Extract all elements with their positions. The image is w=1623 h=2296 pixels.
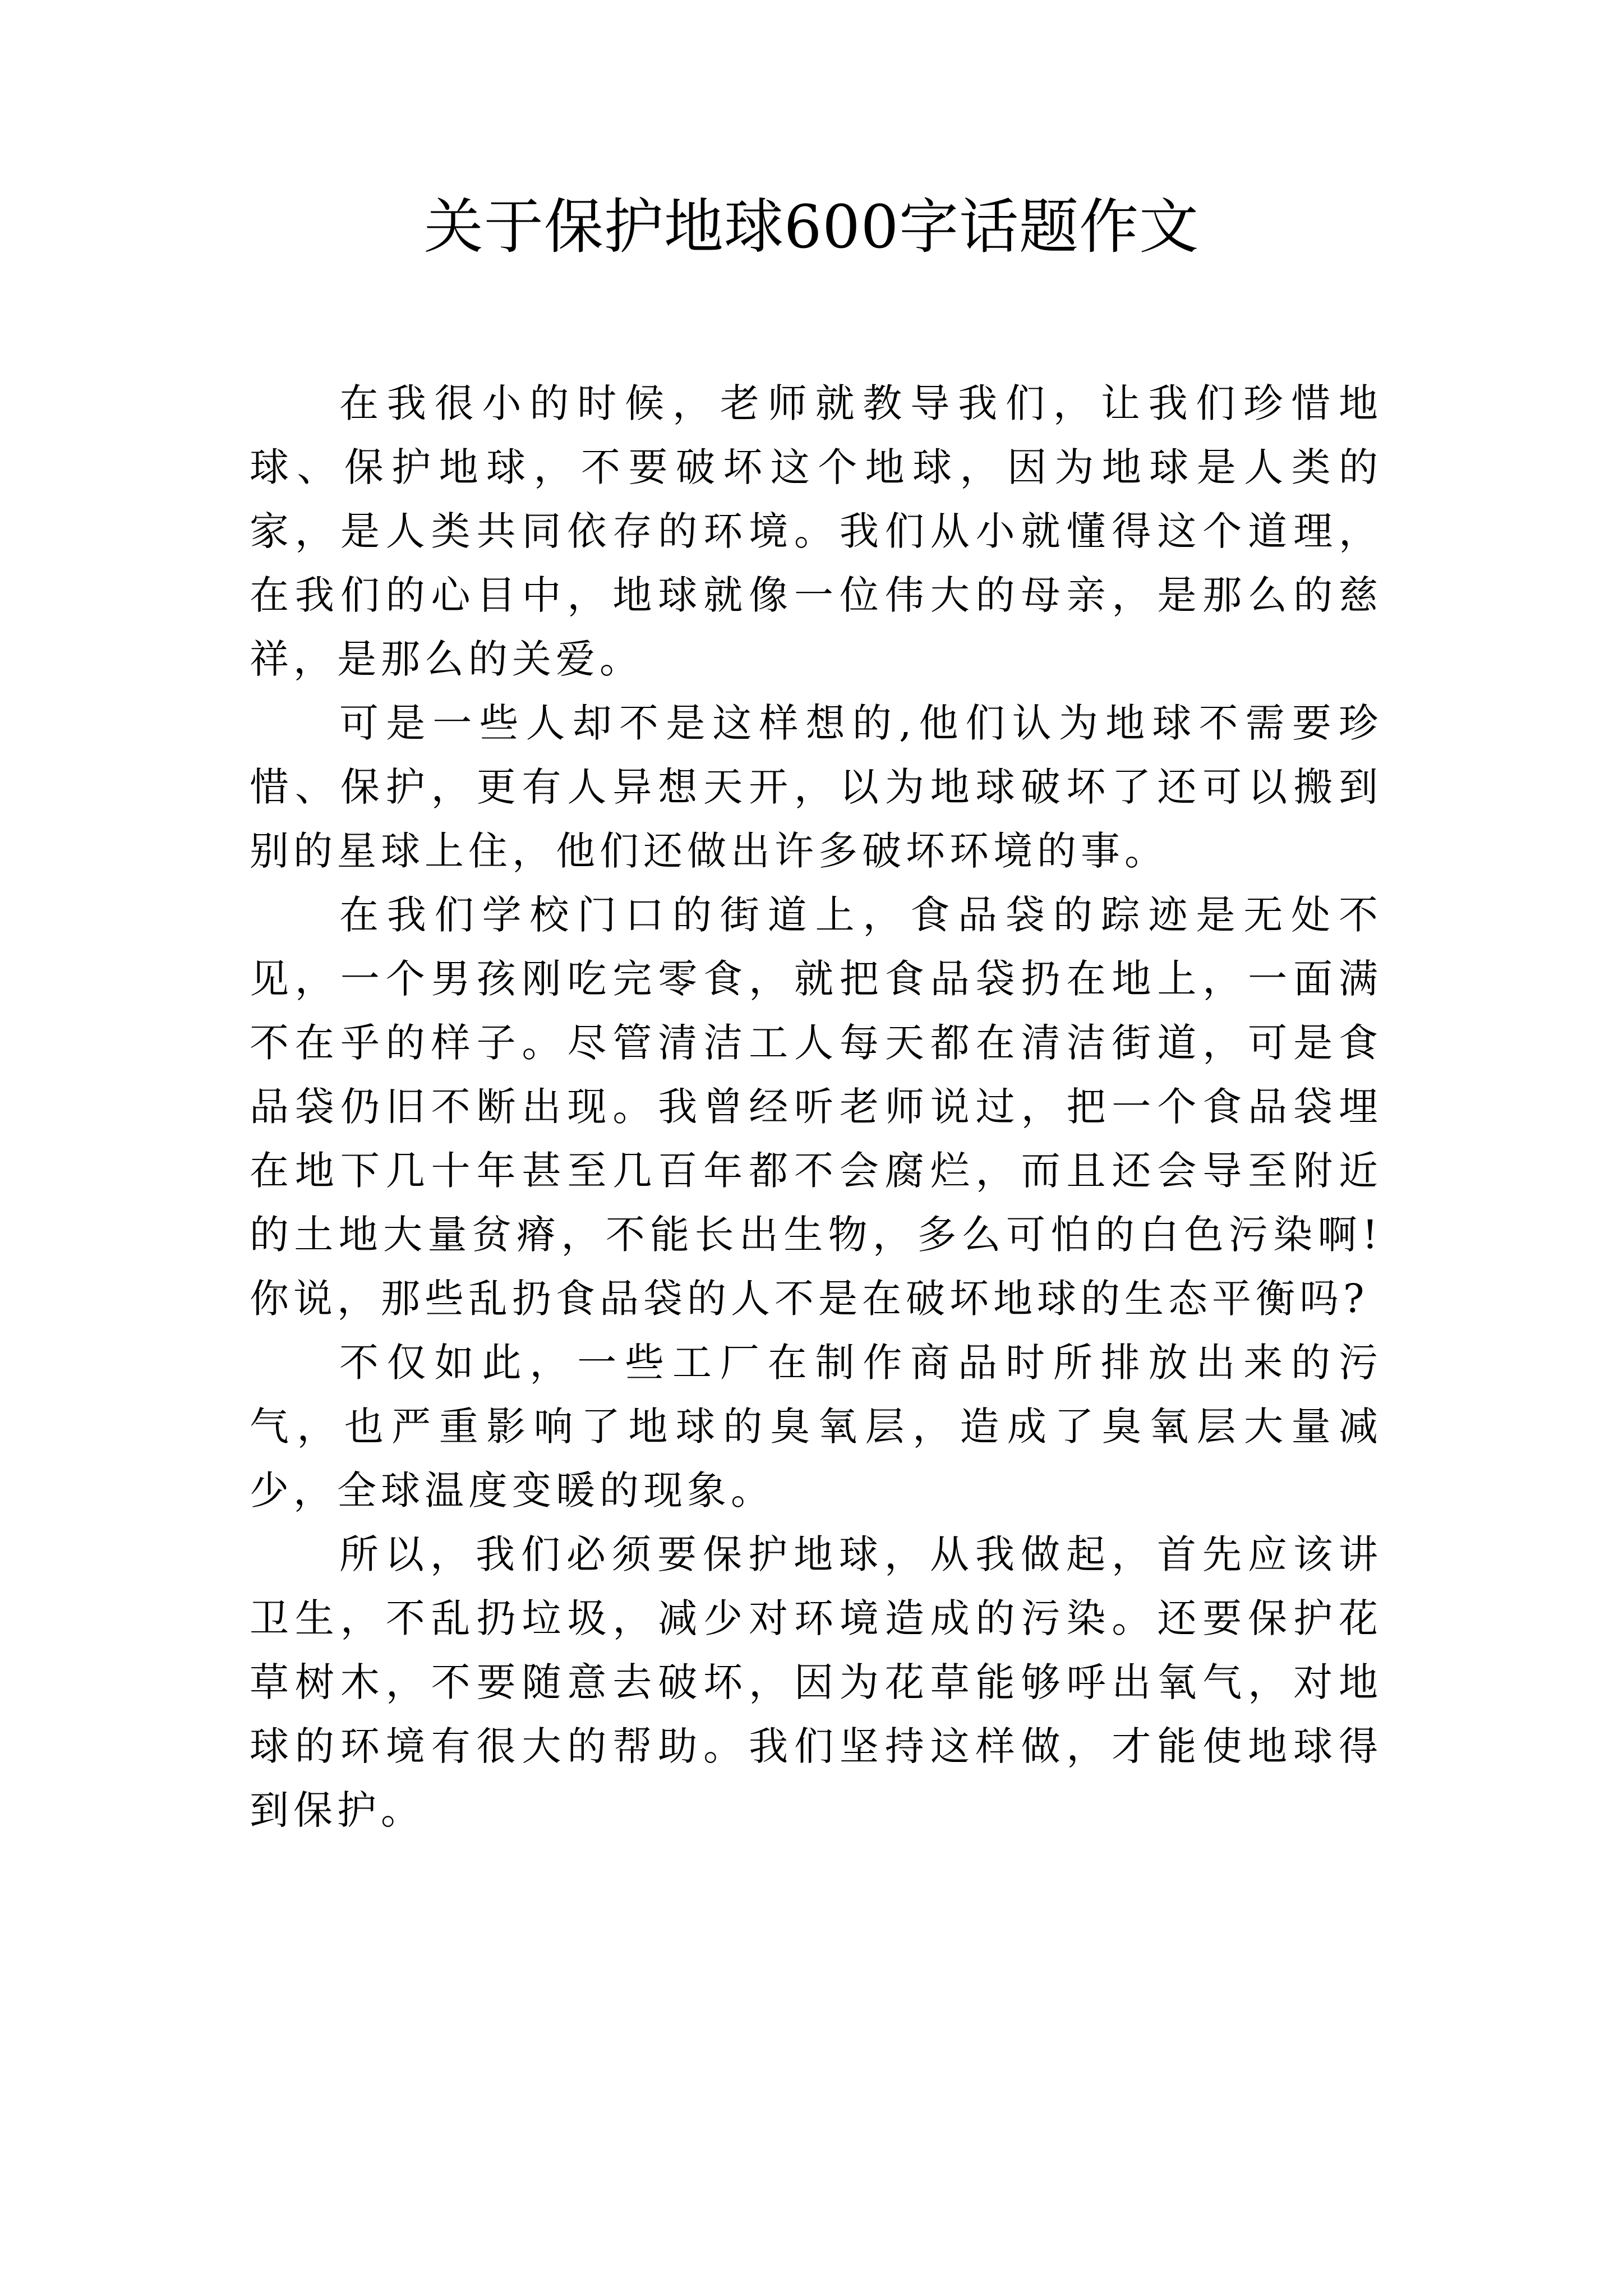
paragraph-2: 可是一些人却不是这样想的,他们认为地球不需要珍惜、保护，更有人异想天开，以为地球破坏了还可以搬到别的星球上住，他们还做出许多破坏环境的事。 <box>250 700 1382 874</box>
document-body <box>250 371 1382 1842</box>
document-title: 关于保护地球600字话题作文 <box>423 192 1200 261</box>
paragraph-1: 在我很小的时候，老师就教导我们，让我们珍惜地球、保护地球，不要破坏这个地球，因为地球是人类的家，是人类共同依存的环境。我们从小就懂得这个道理，在我们的心目中，地球就像一位伟大的母亲，是那么的慈祥，是那么的关爱。 <box>250 380 1382 682</box>
paragraph-5: 所以，我们必须要保护地球，从我做起，首先应该讲卫生，不乱扔垃圾，减少对环境造成的污染。还要保护花草树木，不要随意去破坏，因为花草能够呼出氧气，对地球的环境有很大的帮助。我们坚持这样做，才能使地球得到保护。 <box>250 1531 1382 1833</box>
paragraph-4: 不仅如此，一些工厂在制作商品时所排放出来的污气，也严重影响了地球的臭氧层，造成了臭氧层大量减少，全球温度变暖的现象。 <box>250 1340 1382 1513</box>
paragraph-3: 在我们学校门口的街道上，食品袋的踪迹是无处不见，一个男孩刚吃完零食，就把食品袋扔在地上，一面满不在乎的样子。尽管清洁工人每天都在清洁街道，可是食品袋仍旧不断出现。我曾经听老师说过，把一个食品袋埋在地下几十年甚至几百年都不会腐烂，而且还会导至附近的土地大量贫瘠，不能长出生物，多么可怕的白色污染啊!你说，那些乱扔食品袋的人不是在破坏地球的生态平衡吗? <box>250 892 1382 1322</box>
